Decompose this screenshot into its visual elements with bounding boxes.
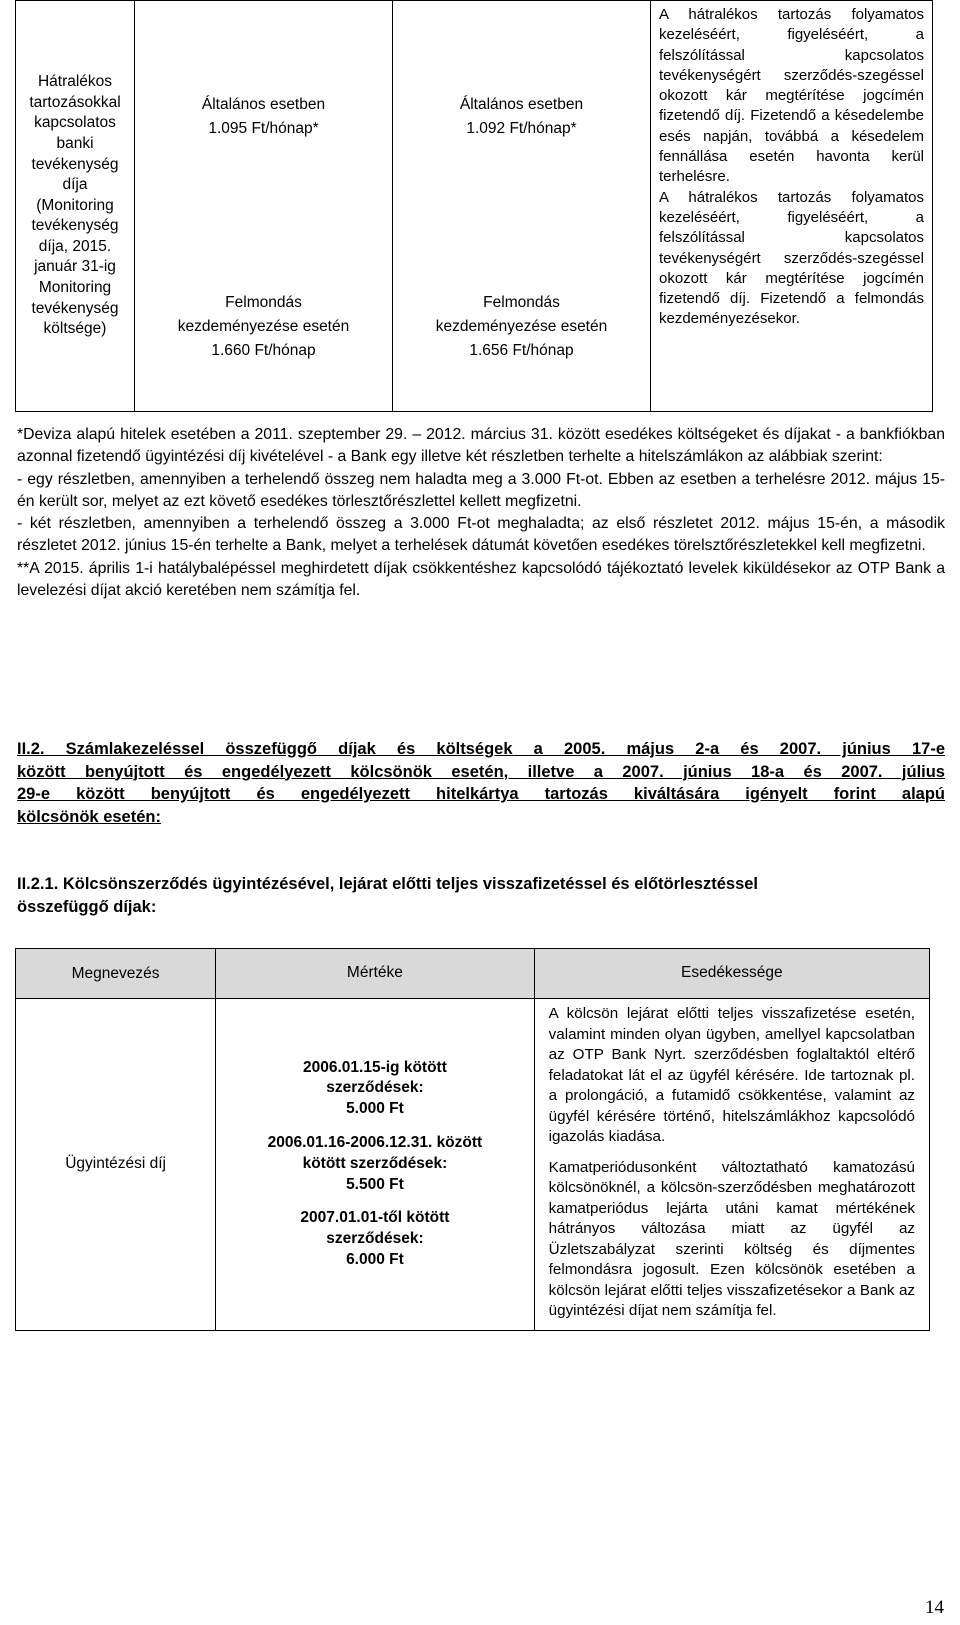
fee-name-line: tevékenység <box>31 217 119 235</box>
section-heading <box>17 738 945 828</box>
footnote-bullet: - két részletben, amennyiben a terhelendő összeg a 3.000 Ft-ot meghaladta; az első részletet 2012. május 15-én, a második részletet 2012. június 15-én terhelte a Bank, melyet a terhelések dátumát követően esedékes törelsztőrészletekkel kell megfizetni. <box>17 515 945 555</box>
fee-name-line: tevékenység <box>31 299 119 317</box>
general-value: 1.095 Ft/hónap* <box>208 120 319 137</box>
section-heading-line: II.2. Számlakezeléssel összefüggő díjak és költségek a 2005. május 2-a és 2007. június 17-e <box>17 740 945 758</box>
termination-label: Felmondás <box>483 294 560 311</box>
subsection-heading <box>17 873 945 919</box>
fee-amount-block <box>217 1058 532 1120</box>
fee-amount-line: szerződések: <box>326 1079 424 1097</box>
section-heading-line: kölcsönök esetén: <box>17 807 161 826</box>
termination-label: kezdeményezése esetén <box>435 318 608 335</box>
section-heading-line: között benyújtott és engedélyezett kölcsönök esetén, illetve a 2007. június 18-a és 2007. július <box>17 762 945 781</box>
footnotes <box>17 424 945 602</box>
fee-name-line: költsége) <box>43 320 107 338</box>
general-label: Általános esetben <box>201 96 326 113</box>
general-fee-block <box>135 93 392 141</box>
fee-amount-block <box>217 1208 532 1270</box>
loan-fee-table <box>15 948 930 1331</box>
monitoring-fee-table <box>15 0 933 412</box>
due-description: Kamatperiódusonként változtatható kamatozású kölcsönöknél, a kölcsön-szerződésben meghatározott kamatperiódus lejárta utáni kamat mértékének hátrányos változása miatt az ügyfél az Üzletszabályzat szerinti költség és díjmentes felmondásra jogosult. Ezen kölcsönök esetében a kölcsön lejárat előtti teljes visszafizetésekor a Bank az ügyintézési díjat nem számítja fel. <box>548 1158 915 1319</box>
fee-amount-line: 2006.01.16-2006.12.31. között <box>267 1134 483 1152</box>
general-fee-block <box>393 93 650 141</box>
subsection-heading-line: összefüggő díjak: <box>17 898 157 916</box>
fee-amounts <box>216 999 534 1331</box>
fee-due <box>534 999 929 1331</box>
due-description: A hátralékos tartozás folyamatos kezeléséért, figyeléséért, a felszólítással kapcsolatos tevékenységért szerződés-szegéssel okozott kár megtérítése jogcímén fizetendő díj. Fizetendő a késedelembe esés napján, továbbá a késedelem fennállása esetén havonta kerül terhelésre. <box>659 6 924 186</box>
subsection-heading-line: II.2.1. Kölcsönszerződés ügyintézésével, lejárat előtti teljes visszafizetéssel és előtörlesztéssel <box>17 875 759 893</box>
fee-amount-value: 5.000 Ft <box>346 1100 404 1118</box>
fee-amount-block <box>217 1133 532 1195</box>
page-number: 14 <box>925 1597 944 1618</box>
fee-amount-line: 2007.01.01-től kötött <box>300 1209 450 1227</box>
fee-name-line: banki <box>56 134 94 152</box>
termination-label: kezdeményezése esetén <box>177 318 350 335</box>
footnote-deviza: *Deviza alapú hitelek esetében a 2011. szeptember 29. – 2012. március 31. között esedékes költségeket és díjakat - a bankfiókban azonnal fizetendő ügyintézési díj kivételével - a Bank egy illetve két részletben terhelte a hitelszámlákon az alábbiak szerint: <box>17 426 945 466</box>
fee-name-line: tartozásokkal <box>29 93 121 111</box>
fee-amount-value: 5.500 Ft <box>346 1175 404 1193</box>
termination-label: Felmondás <box>225 294 302 311</box>
termination-fee-block <box>135 291 392 363</box>
section-heading-line: 29-e között benyújtott és engedélyezett hitelkártya tartozás kiváltására igényelt forint alapú <box>17 785 945 803</box>
termination-value: 1.660 Ft/hónap <box>211 342 316 359</box>
general-value: 1.092 Ft/hónap* <box>466 120 577 137</box>
fee-name-line: Hátralékos <box>37 73 113 91</box>
fee-due-cell <box>651 1 933 412</box>
fee-amount-line: 2006.01.15-ig kötött <box>303 1058 447 1076</box>
header-due: Esedékessége <box>534 949 929 999</box>
fee-name-line: díja <box>62 176 88 194</box>
general-label: Általános esetben <box>459 96 584 113</box>
footnote-letter: **A 2015. április 1-i hatálybalépéssel meghirdetett díjak csökkentéshez kapcsolódó tájékoztató levelek kiküldésekor az OTP Bank a levelezési díjat akció keretében nem számítja fel. <box>17 559 945 600</box>
footnote-bullet: - egy részletben, amennyiben a terhelendő összeg nem haladta meg a 3.000 Ft-ot. Ebben az esetben a terhelésre 2012. május 15-én került sor, melyet az ezt követő esedékes törlesztőrészlettel kellett megfizetni. <box>17 470 945 510</box>
fee-name-cell <box>16 1 135 412</box>
fee-name-line: kapcsolatos <box>34 114 116 132</box>
fee-period-1-cell <box>135 1 393 412</box>
header-name: Megnevezés <box>16 949 216 999</box>
termination-value: 1.656 Ft/hónap <box>469 342 574 359</box>
fee-amount-line: szerződések: <box>326 1230 424 1248</box>
fee-name-line: tevékenység <box>31 155 119 173</box>
fee-name-line: (Monitoring <box>36 196 114 214</box>
header-amount: Mértéke <box>216 949 534 999</box>
due-description: A kölcsön lejárat előtti teljes visszafizetése esetén, valamint minden olyan ügyben, amellyel kapcsolatban az OTP Bank Nyrt. szerződésben foglaltaktól eltérő feladatokat lát el az ügyfél kérésére. Ide tartoznak pl. a prolongáció, a futamidő csökkentése, valamint az ügyfél kérésére történő, hitelszámlákhoz kapcsolódó igazolás kiadása. <box>548 1005 915 1145</box>
due-description: A hátralékos tartozás folyamatos kezeléséért, figyeléséért, a felszólítással kapcsolatos tevékenységért szerződés-szegéssel okozott kár megtérítése jogcímén fizetendő díj. Fizetendő a felmondás kezdeményezésekor. <box>659 188 924 328</box>
fee-name: Ügyintézési díj <box>16 999 216 1331</box>
fee-amount-line: kötött szerződések: <box>302 1154 448 1172</box>
table-row <box>16 999 930 1331</box>
fee-amount-value: 6.000 Ft <box>346 1251 404 1269</box>
fee-name-line: Monitoring <box>38 279 112 297</box>
fee-name-line: díja, 2015. <box>38 237 112 255</box>
fee-name-line: január 31-ig <box>34 258 116 276</box>
termination-fee-block <box>393 291 650 363</box>
fee-name-lines <box>20 72 130 340</box>
fee-period-2-cell <box>393 1 651 412</box>
